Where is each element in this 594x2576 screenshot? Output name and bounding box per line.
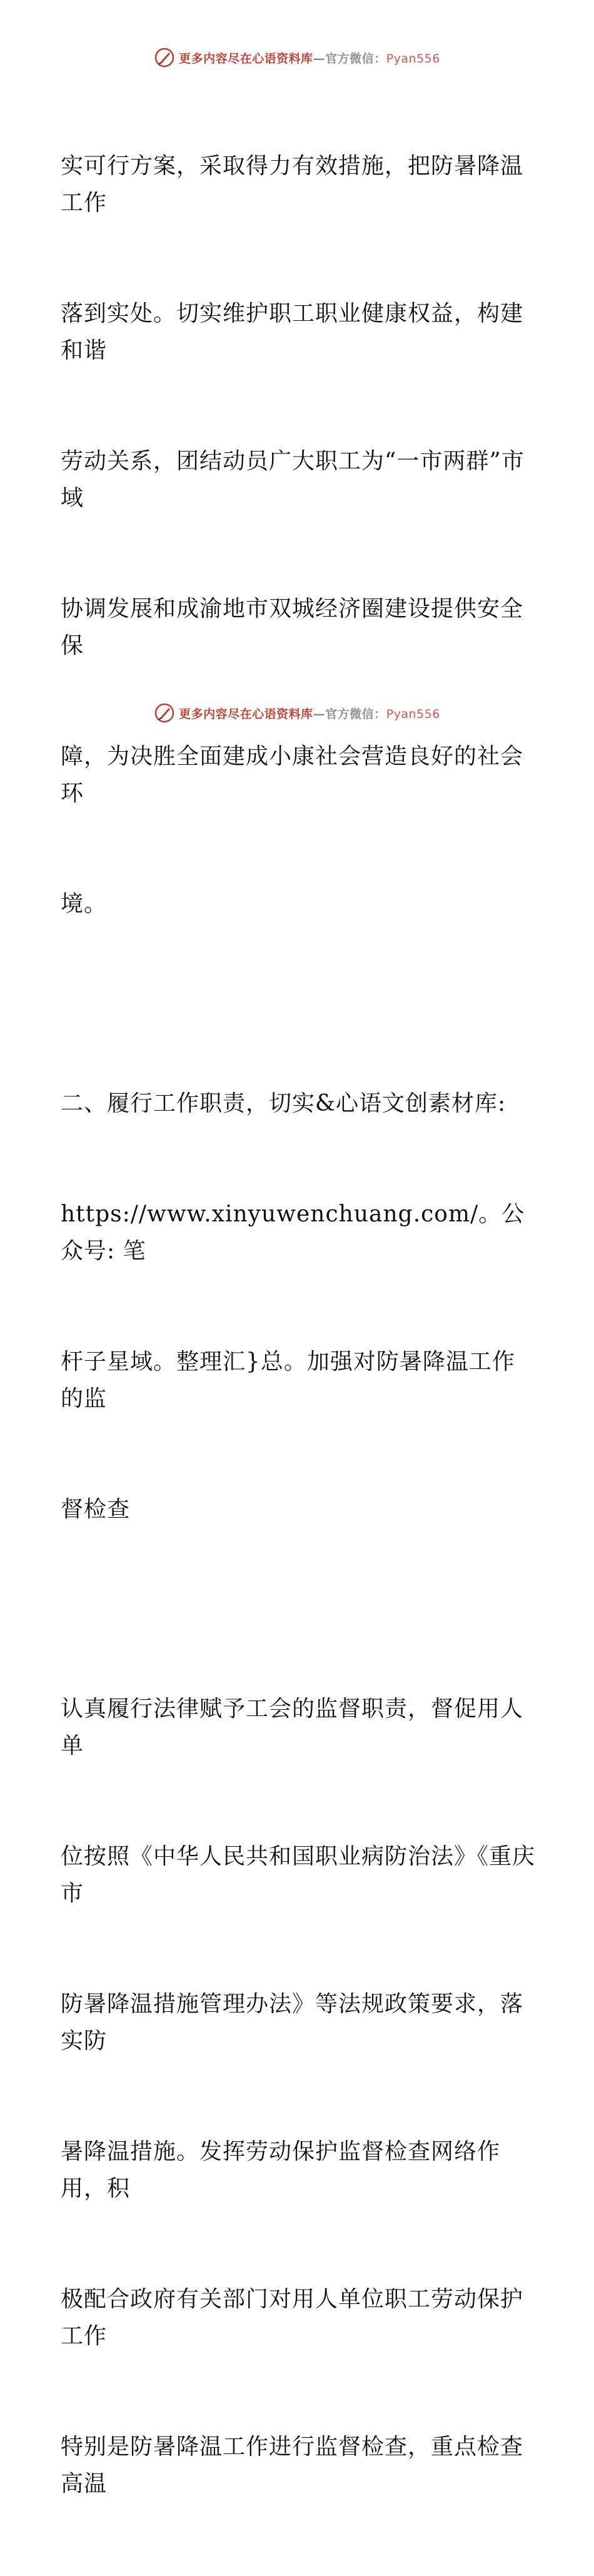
paragraph-3 — [61, 1617, 536, 2576]
text-line: 认真履行法律赋予工会的监督职责，督促用人单 — [61, 1696, 524, 1759]
text-line: 暑降温措施。发挥劳动保护监督检查网络作用，积 — [61, 2139, 501, 2201]
text-line: 境。 — [61, 891, 108, 917]
header-banner — [0, 45, 594, 70]
footer-banner-main: 更多内容尽在心语资料库 — [179, 707, 313, 721]
header-banner-text — [179, 49, 440, 66]
header-banner-main: 更多内容尽在心语资料库 — [179, 51, 313, 66]
header-banner-id: Pyan556 — [386, 51, 440, 66]
section-heading-line: 二、履行工作职责，切实&心语文创素材库: — [61, 1091, 506, 1116]
footer-banner — [0, 700, 594, 725]
footer-banner-text — [179, 705, 440, 722]
text-line: 防暑降温措施管理办法》等法规政策要求，落实防 — [61, 1991, 524, 2054]
text-line: 位按照《中华人民共和国职业病防治法》《重庆市 — [61, 1844, 536, 1906]
footer-banner-sep: — — [313, 707, 326, 721]
text-line: 劳动关系，团结动员广大职工为“一市两群”市域 — [61, 448, 525, 511]
quill-logo-icon — [154, 702, 175, 724]
header-banner-sep: — — [313, 51, 326, 66]
text-line: 实可行方案，采取得力有效措施，把防暑降温工作 — [61, 153, 524, 216]
text-line: 杆子星域。整理汇}总。加强对防暑降温工作的监 — [61, 1349, 515, 1412]
footer-banner-id: Pyan556 — [386, 707, 440, 721]
document-body — [61, 74, 536, 2576]
quill-logo-icon — [154, 47, 175, 68]
paragraph-2 — [61, 1011, 536, 1602]
text-line: https://www.xinyuwenchuang.com/。公众号: 笔 — [61, 1201, 525, 1264]
footer-banner-wechat: 官方微信： — [325, 707, 386, 721]
header-banner-wechat: 官方微信： — [325, 51, 386, 66]
text-line: 督检查 — [61, 1497, 131, 1522]
paragraph-1 — [61, 74, 536, 996]
text-line: 特别是防暑降温工作进行监督检查，重点检查高温 — [61, 2434, 524, 2497]
text-line: 协调发展和成渝地市双城经济圈建设提供安全保 — [61, 596, 524, 659]
text-line: 极配合政府有关部门对用人单位职工劳动保护工作 — [61, 2286, 524, 2349]
text-line: 落到实处。切实维护职工职业健康权益，构建和谐 — [61, 301, 524, 363]
text-line: 障，为决胜全面建成小康社会营造良好的社会环 — [61, 744, 524, 806]
